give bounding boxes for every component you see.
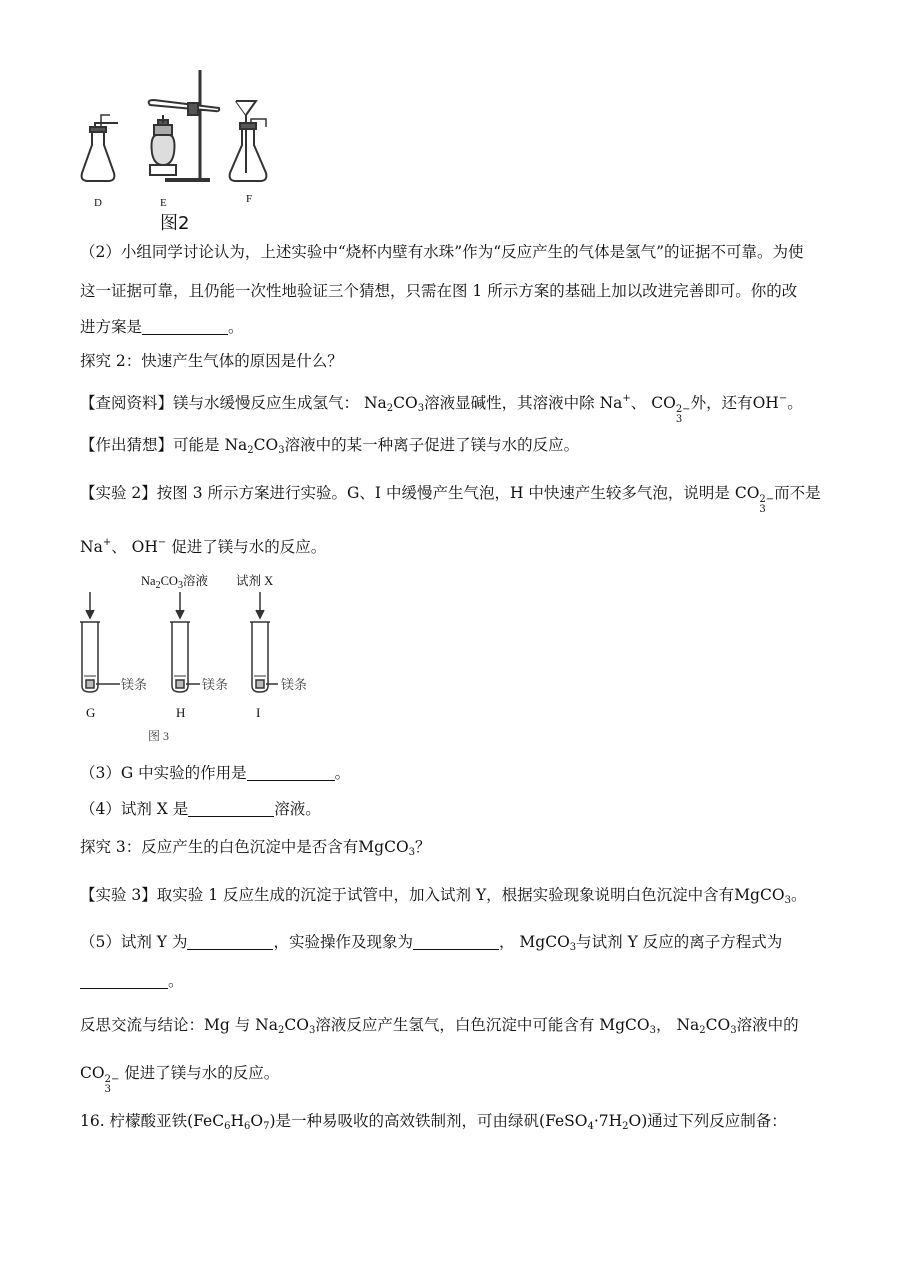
experiment-2-cont: Na+、 OH− 促进了镁与水的反应。	[80, 537, 327, 556]
explore-2-guess: 【作出猜想】可能是 $Na_2CO_3$溶液中的某一种离子促进了镁与水的反应。	[80, 436, 580, 456]
q2-line-2: 这一证据可靠，且仍能一次性地验证三个猜想，只需在图 1 所示方案的基础上加以改进完善即可。你的改	[80, 282, 798, 300]
mg-label-g: 镁条	[121, 677, 148, 692]
reagent-h-label: $Na_2CO_3$溶液	[141, 574, 208, 591]
answer-blank[interactable]	[187, 935, 273, 950]
apparatus-d	[82, 115, 118, 181]
explore-2-info: 【查阅资料】镁与水缓慢反应生成氢气： $Na_2CO_3$溶液显碱性，其溶液中除 Na+、 CO 2− 3 外，还有OH−。	[80, 393, 803, 425]
explore-3-title: 探究 3：反应产生的白色沉淀中是否含有MgCO$_3$？	[80, 838, 431, 858]
answer-blank[interactable]	[80, 974, 168, 989]
reagent-i-label: 试剂 X	[236, 574, 274, 588]
apparatus-f-label: F	[246, 193, 253, 205]
figure-2-apparatus	[70, 65, 370, 195]
q4: （4）试剂 X 是 溶液。	[80, 800, 321, 818]
apparatus-f	[230, 101, 267, 181]
answer-blank[interactable]	[413, 935, 499, 950]
experiment-3: 【实验 3】取实验 1 反应生成的沉淀于试管中，加入试剂 Y，根据实验现象说明白色沉淀中含有MgCO$_3$。	[80, 886, 807, 906]
answer-blank[interactable]	[247, 766, 335, 781]
q5: （5）试剂 Y 为 ，实验操作及现象为 ， MgCO$_3$与试剂 Y 反应的离子方程式为	[80, 933, 783, 953]
conclusion: 反思交流与结论：Mg 与 $Na_2CO_3$溶液反应产生氢气，白色沉淀中可能含有 MgCO$_3$， $Na_2CO_3$溶液中的	[80, 1016, 799, 1036]
tube-label-g: G	[86, 705, 96, 720]
tube-label-i: I	[256, 705, 261, 720]
experiment-2: 【实验 2】按图 3 所示方案进行实验。G、I 中缓慢产生气泡，H 中快速产生较多气泡，说明是 CO 2− 3 而不是	[80, 484, 821, 515]
apparatus-e-label: E	[160, 197, 167, 209]
mg-label-h: 镁条	[202, 677, 229, 692]
tube-label-h: H	[176, 705, 186, 720]
apparatus-d-label: D	[94, 197, 102, 209]
q3: （3）G 中实验的作用是 。	[80, 764, 351, 782]
explore-2-title: 探究 2：快速产生气体的原因是什么？	[80, 352, 343, 370]
conclusion-cont: CO 2− 3 促进了镁与水的反应。	[80, 1064, 280, 1095]
apparatus-e	[149, 70, 220, 180]
answer-blank[interactable]	[142, 320, 228, 335]
q5-cont: 。	[80, 970, 184, 992]
q16: 16. 柠檬酸亚铁$(FeC_6H_6O_7)$是一种易吸收的高效铁制剂，可由绿矾$(FeSO_4\cdot 7H_2O)$通过下列反应制备：	[80, 1112, 787, 1132]
mg-label-i: 镁条	[281, 677, 308, 692]
q2-line-1: （2）小组同学讨论认为，上述实验中“烧杯内壁有水珠”作为“反应产生的气体是氢气”的证据不可靠。为使	[80, 243, 804, 261]
q2-line-3: 进方案是 。	[80, 318, 244, 336]
figure-3-caption: 图 3	[148, 729, 170, 743]
answer-blank[interactable]	[188, 802, 274, 817]
figure-2-caption: 图2	[160, 213, 190, 234]
